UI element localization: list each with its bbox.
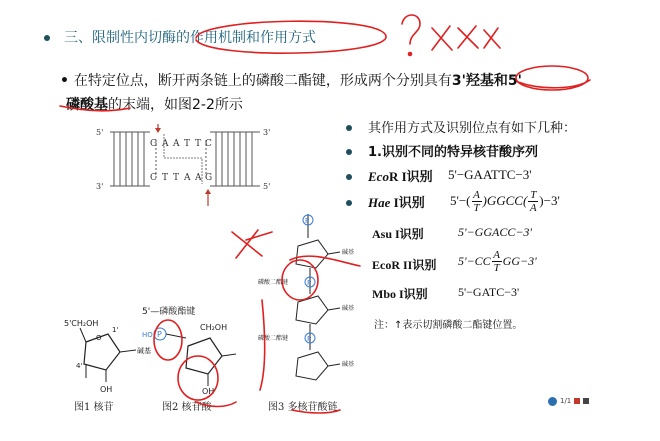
- dna-top-left-label: 5': [96, 128, 104, 137]
- haei-name-italic: Hae: [368, 195, 391, 210]
- dna-base: T: [173, 173, 180, 183]
- fig3-base: 碱基: [342, 361, 355, 368]
- haei-frac2-top: T: [530, 188, 537, 201]
- asui-label: Asu I识别: [372, 227, 424, 241]
- dna-base: T: [162, 173, 169, 183]
- dna-top-right-label: 3': [263, 128, 271, 137]
- ecorii-frac-top: A: [493, 248, 501, 261]
- fig2-oh: OH: [202, 387, 215, 396]
- mboi-sequence: 5'−GATC−3': [458, 285, 520, 299]
- dna-base: G: [205, 173, 213, 183]
- ecori-name-italic: Eco: [368, 169, 389, 184]
- ecori-sequence: 5'−GAATTC−3': [448, 167, 532, 182]
- slide-toolbar: [548, 394, 589, 408]
- dna-base: A: [162, 139, 169, 149]
- mboi-label: Mbo I识别: [372, 287, 428, 301]
- intro-end: 的末端，如图2-2所示: [108, 97, 243, 113]
- fig3-phosbond-b: 磷酸二酯键: [258, 335, 289, 342]
- haei-frac1-top: A: [473, 188, 480, 201]
- dna-bot-right-label: 5': [263, 182, 271, 191]
- heading-text: 限制性内切酶的作用机制和作用方式: [92, 30, 316, 46]
- fig1-base-label: 碱基: [137, 347, 151, 355]
- asui-sequence: 5'−GGACC−3': [458, 225, 532, 239]
- annotation-question: [402, 15, 420, 44]
- mode-heading: 其作用方式及识别位点有如下几种：: [368, 121, 577, 136]
- fig2-p: P: [157, 330, 162, 339]
- fig2-caption: 图2 核苷酸: [162, 402, 212, 413]
- svg-text:CH₂OH: CH₂OH: [200, 323, 228, 332]
- play-button[interactable]: [548, 397, 557, 406]
- dna-base: G: [150, 139, 158, 149]
- pen-icon[interactable]: [583, 398, 589, 404]
- haei-seq-b: )GGCC(: [482, 193, 528, 208]
- dna-bot-left-label: 3': [96, 182, 104, 191]
- ecorii-seq-a: 5'−CC: [458, 253, 491, 268]
- svg-text:P: P: [305, 217, 310, 225]
- svg-text:4': 4': [76, 362, 83, 370]
- dna-base: C: [150, 173, 157, 183]
- haei-seq-a: 5'−(: [450, 193, 471, 208]
- haei-frac1-bot: T: [473, 201, 480, 214]
- fig3-phosbond-a: 磷酸二酯键: [258, 279, 289, 286]
- ecorii-seq-b: GG−3': [502, 253, 537, 268]
- fig3-base: 碱基: [342, 305, 355, 312]
- fig2-ho: HO: [142, 331, 153, 339]
- dna-base: A: [184, 173, 191, 183]
- dna-base: C: [205, 139, 212, 149]
- dna-base: T: [195, 139, 202, 149]
- stop-icon[interactable]: [574, 398, 580, 404]
- svg-text:P: P: [307, 279, 312, 287]
- dna-base: A: [195, 173, 202, 183]
- svg-text:1': 1': [112, 326, 119, 334]
- dna-base: T: [184, 139, 191, 149]
- haei-name-rest: I识别: [390, 195, 425, 210]
- annotation-crosses: [432, 26, 500, 50]
- fig2-bond-label: 5'—磷酸酯键: [142, 307, 196, 317]
- svg-text:O: O: [96, 334, 102, 342]
- cut-note: 注：↑表示切割磷酸二酯键位置。: [374, 320, 523, 331]
- intro-line-1: • 在特定位点，断开两条链上的磷酸二酯键，形成两个分别具有3'羟基和5': [60, 73, 522, 89]
- fig3-caption: 图3 多核苷酸链: [268, 402, 338, 413]
- heading-number: 三、: [64, 30, 92, 46]
- ecori-name-rest: R I识别: [388, 169, 433, 184]
- haei-seq-c: )−3': [539, 193, 560, 208]
- intro-text-a: 在特定位点，断开两条链上的磷酸二酯键，形成两个分别具有: [73, 73, 452, 89]
- intro-phosphate: 磷酸基: [66, 97, 108, 113]
- svg-text:P: P: [307, 335, 312, 343]
- intro-text-b: 3'羟基和5': [451, 73, 522, 89]
- annotation-oval: [196, 21, 386, 53]
- ecorii-frac-bot: T: [493, 261, 500, 274]
- dna-base: A: [173, 139, 180, 149]
- haei-frac2-bot: A: [529, 201, 537, 214]
- ecorii-label: EcoR II识别: [372, 258, 437, 272]
- fig3-base: 碱基: [342, 249, 355, 256]
- recognition-heading: 1.识别不同的特异核苷酸序列: [368, 145, 538, 160]
- fig1-oh: OH: [100, 385, 113, 394]
- fig1-ch2oh: 5'CH₂OH: [64, 319, 99, 328]
- fig1-caption: 图1 核苷: [74, 402, 114, 413]
- page-indicator: 1/1: [560, 397, 572, 405]
